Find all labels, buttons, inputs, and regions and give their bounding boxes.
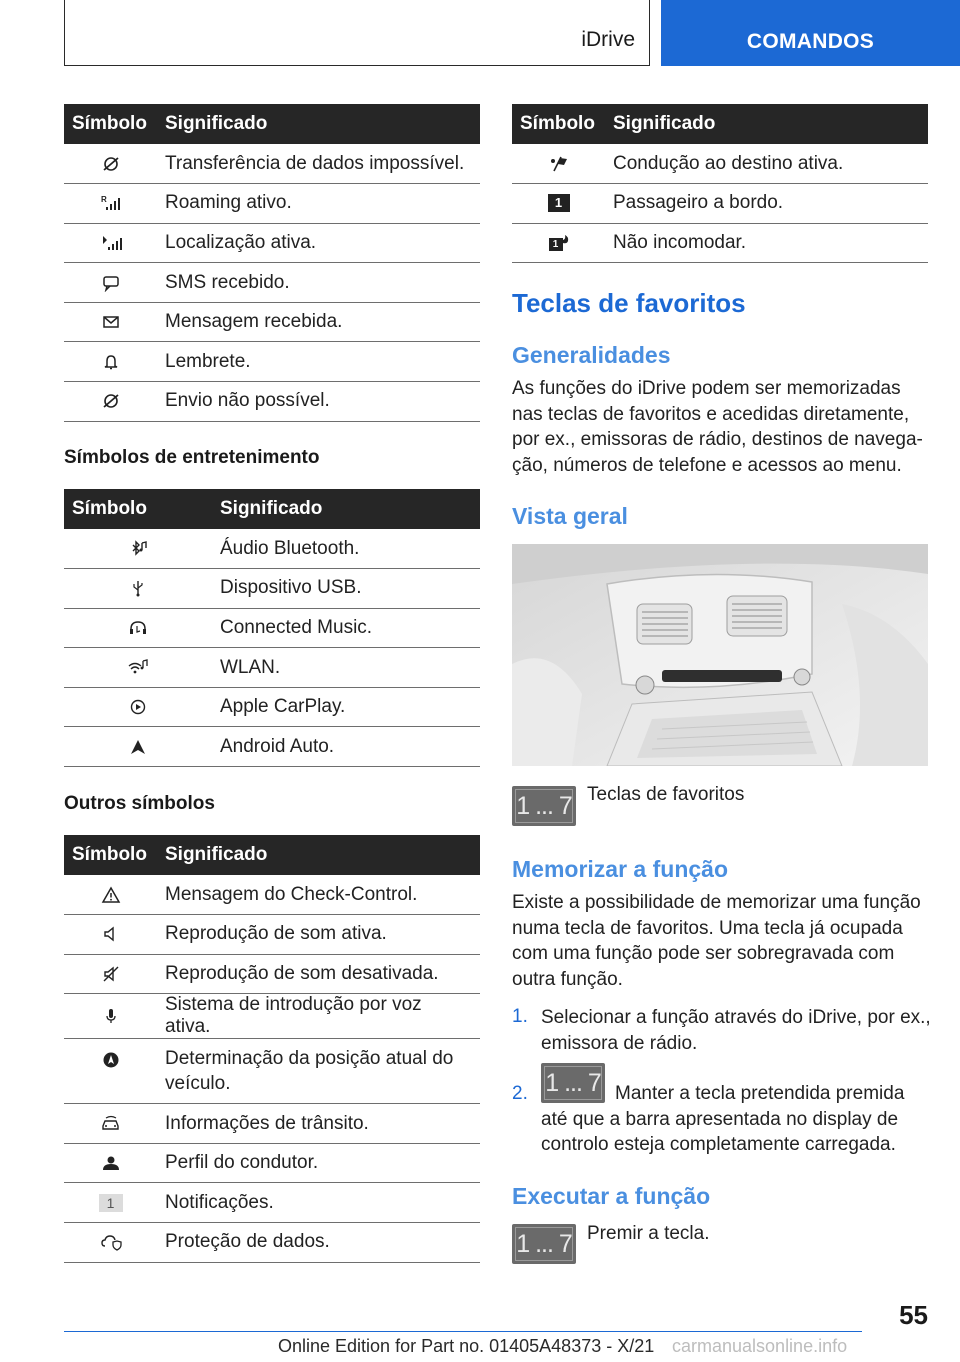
row-text: Apple CarPlay. [212, 687, 480, 727]
connected-music-icon [127, 619, 149, 637]
do-not-disturb-glyph: 1 [549, 238, 563, 251]
row-text: Connected Music. [212, 608, 480, 648]
row-text: SMS recebido. [157, 263, 480, 303]
col-symbol-header: Símbolo [64, 104, 157, 144]
col-meaning-header: Significado [212, 489, 480, 529]
chapter-tab[interactable]: COMANDOS [661, 0, 960, 66]
table-row [64, 1223, 480, 1263]
row-text: Envio não possível. [157, 382, 480, 422]
col-meaning-header: Significado [605, 104, 928, 144]
col-meaning-header: Significado [157, 104, 480, 144]
warning-triangle-icon [100, 886, 122, 904]
row-text: Android Auto. [212, 727, 480, 767]
row-text: Lembrete. [157, 342, 480, 382]
row-text: Mensagem recebida. [157, 302, 480, 342]
wlan-icon [127, 659, 149, 677]
table-row [64, 342, 480, 382]
traffic-info-icon [100, 1115, 122, 1133]
page-number: 55 [899, 1300, 928, 1330]
favorite-keys-graphic [512, 1224, 576, 1264]
notification-icon: 1 [99, 1194, 123, 1212]
execute-text: Premir a tecla. [587, 1223, 710, 1244]
general-heading: Generalidades [512, 342, 671, 368]
store-heading: Memorizar a função [512, 856, 728, 882]
send-blocked-icon [100, 392, 122, 410]
microphone-icon [100, 1007, 122, 1025]
navigation-position-icon [100, 1051, 122, 1069]
destination-flag-icon [548, 155, 570, 173]
key-label: 1 ... 7 [516, 1230, 572, 1258]
driver-profile-icon [100, 1154, 122, 1172]
row-text: Transferência de dados impossível. [157, 144, 480, 184]
row-text: Áudio Bluetooth. [212, 529, 480, 569]
step-text: Selecionar a função através do iDrive, por ex., emissora de rádio. [541, 1007, 931, 1054]
col-symbol-header: Símbolo [64, 835, 157, 875]
overview-heading: Vista geral [512, 503, 628, 529]
section-label: iDrive [581, 28, 635, 51]
row-text: WLAN. [212, 648, 480, 688]
sms-icon [100, 274, 122, 292]
header-frame [64, 0, 650, 66]
row-text: Proteção de dados. [157, 1223, 480, 1263]
table-row [512, 144, 928, 184]
table-row [64, 727, 480, 767]
location-signal-icon [100, 234, 122, 252]
row-text: Localização ativa. [157, 223, 480, 263]
row-text: Condução ao destino ativa. [605, 144, 928, 184]
step-number: 1. [512, 1006, 528, 1027]
table-row [64, 1143, 480, 1183]
table-row [64, 223, 480, 263]
carplay-icon [127, 698, 149, 716]
col-meaning-header: Significado [157, 835, 480, 875]
speaker-icon [100, 925, 122, 943]
dashboard-photo [512, 544, 928, 766]
row-text: Não incomodar. [605, 223, 928, 263]
row-text: Mensagem do Check-Control. [157, 875, 480, 915]
row-text: Roaming ativo. [157, 184, 480, 224]
bell-icon [100, 353, 122, 371]
table-row [64, 569, 480, 609]
table-row [64, 184, 480, 224]
key-caption: Teclas de favoritos [587, 784, 745, 805]
table-row [64, 302, 480, 342]
table-row [64, 263, 480, 303]
table-row [512, 184, 928, 224]
usb-icon [127, 579, 149, 597]
row-text: Determinação da posição atual do veículo. [157, 1039, 480, 1104]
table-row [64, 608, 480, 648]
envelope-icon [100, 313, 122, 331]
row-text: Reprodução de som ativa. [157, 915, 480, 955]
table-row [64, 1104, 480, 1144]
step-number: 2. [512, 1083, 528, 1104]
row-text: Informações de trânsito. [157, 1104, 480, 1144]
table-row [64, 1039, 480, 1104]
data-blocked-icon [100, 155, 122, 173]
speaker-muted-icon [100, 965, 122, 983]
general-text: As funções do iDrive podem ser memorizadas nas teclas de favoritos e acedidas diretamente, por ex., emissoras de rádio, destinos de navegação, números de telefone e acessos ao menu. [512, 378, 923, 476]
edition-text: Online Edition for Part no. 01405A48373 - X/21 [278, 1336, 655, 1356]
table-row [64, 954, 480, 994]
key-label: 1 ... 7 [545, 1069, 601, 1097]
store-text: Existe a possibilidade de memorizar uma função numa tecla de favoritos. Uma tecla já ocupada com uma função pode ser sobregravada com outra função. [512, 892, 921, 990]
table-row [64, 648, 480, 688]
bluetooth-audio-icon [127, 540, 149, 558]
status-symbols-table [64, 104, 480, 422]
svg-text:R: R [100, 195, 107, 205]
col-symbol-header: Símbolo [512, 104, 605, 144]
entertainment-symbols-table [64, 489, 480, 767]
step-text: Manter a tecla pretendida premida até que a barra apresentada no display de controlo esteja completamente carregada. [541, 1083, 905, 1155]
table-row [64, 915, 480, 955]
row-text: Passageiro a bordo. [605, 184, 928, 224]
row-text: Reprodução de som desativada. [157, 954, 480, 994]
execute-heading: Executar a função [512, 1183, 711, 1209]
data-protection-icon [100, 1233, 122, 1251]
table-row [64, 382, 480, 422]
entertainment-heading: Símbolos de entretenimento [64, 447, 320, 468]
watermark: carmanualsonline.info [672, 1336, 848, 1356]
table-row [64, 687, 480, 727]
other-symbols-table [64, 835, 480, 1263]
key-label: 1 ... 7 [516, 792, 572, 820]
table-row [64, 1183, 480, 1223]
row-text: Sistema de introdução por voz ativa. [157, 994, 480, 1039]
table-row [64, 144, 480, 184]
favorites-title: Teclas de favoritos [512, 288, 746, 318]
table-row [64, 875, 480, 915]
table-row [512, 223, 928, 263]
android-auto-icon [127, 738, 149, 756]
footer-divider [64, 1331, 862, 1332]
navigation-symbols-table [512, 104, 928, 263]
favorite-keys-graphic [512, 786, 576, 826]
row-text: Notificações. [157, 1183, 480, 1223]
roaming-icon [100, 194, 122, 212]
passenger-icon: 1 [548, 194, 570, 212]
table-row [64, 994, 480, 1039]
table-row [64, 529, 480, 569]
col-symbol-header: Símbolo [64, 489, 212, 529]
row-text: Perfil do condutor. [157, 1143, 480, 1183]
other-symbols-heading: Outros símbolos [64, 793, 215, 814]
do-not-disturb-icon [548, 234, 570, 252]
row-text: Dispositivo USB. [212, 569, 480, 609]
